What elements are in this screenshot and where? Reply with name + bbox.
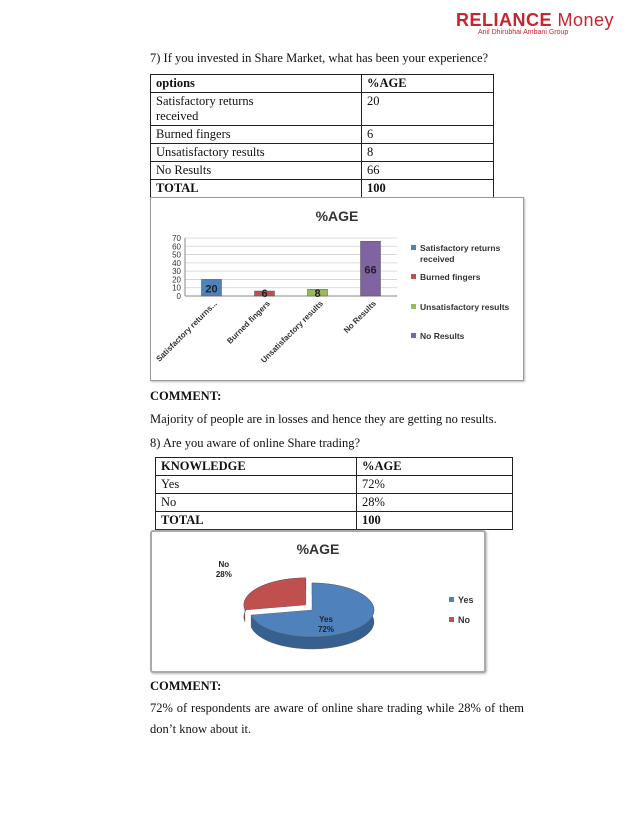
legend-label: Unsatisfactory results	[420, 302, 510, 312]
legend-swatch	[449, 617, 454, 622]
table-row	[151, 93, 494, 126]
legend-label: Yes	[458, 595, 474, 605]
table-total-row	[151, 180, 494, 198]
table-cell: 100	[357, 512, 513, 530]
x-tick-label: No Results	[341, 299, 378, 335]
knowledge-table	[155, 457, 513, 530]
table-row	[156, 476, 513, 494]
legend-swatch	[449, 597, 454, 602]
data-label: 66	[364, 264, 377, 277]
pie-chart-container	[150, 530, 486, 673]
logo-subtitle: Anil Dhirubhai Ambani Group	[478, 29, 569, 36]
table-cell: Satisfactory returns received	[151, 93, 362, 126]
table-header-row	[156, 458, 513, 476]
legend-swatch	[411, 274, 416, 279]
table-cell: Unsatisfactory results	[151, 144, 362, 162]
legend-swatch	[411, 245, 416, 250]
table-header-row	[151, 75, 494, 93]
table-row	[151, 162, 494, 180]
table-cell: 8	[362, 144, 494, 162]
legend-swatch	[411, 304, 416, 309]
legend-label: Burned fingers	[420, 272, 481, 282]
header-cell-knowledge: KNOWLEDGE	[156, 458, 357, 476]
question-7: 7) If you invested in Share Market, what has been your experience?	[150, 51, 489, 65]
x-tick-label: Unsatisfactory results	[259, 299, 325, 365]
table-cell: 6	[362, 126, 494, 144]
logo-brand-main: RELIANCE	[456, 10, 553, 30]
y-tick-label: 70	[172, 234, 181, 243]
table-cell: 72%	[357, 476, 513, 494]
y-tick-label: 0	[176, 292, 181, 301]
table-cell: 20	[362, 93, 494, 126]
table-cell: Burned fingers	[151, 126, 362, 144]
chart-title: %AGE	[315, 208, 359, 224]
table-cell: No	[156, 494, 357, 512]
header-cell-options: options	[151, 75, 362, 93]
comment-text-7: Majority of people are in losses and hence they are getting no results.	[150, 412, 497, 426]
pie-data-label: 72%	[317, 625, 335, 634]
legend-label: No Results	[420, 331, 465, 341]
table-cell: TOTAL	[156, 512, 357, 530]
y-tick-label: 20	[172, 275, 181, 285]
data-label: 20	[205, 283, 218, 296]
table-cell: TOTAL	[151, 180, 362, 198]
y-tick-label: 50	[172, 250, 181, 260]
legend-swatch	[411, 333, 416, 338]
data-label: 6	[261, 288, 268, 300]
data-label: 8	[314, 288, 321, 300]
logo-brand	[456, 10, 615, 31]
table-cell: 66	[362, 162, 494, 180]
x-tick-label: Satisfactory returns...	[154, 299, 219, 364]
pie-chart	[152, 532, 484, 671]
table-row	[156, 494, 513, 512]
x-tick-label: Burned fingers	[225, 299, 272, 346]
comment-heading-7: COMMENT:	[150, 389, 222, 403]
table-row	[151, 144, 494, 162]
pie-data-label: Yes	[319, 615, 333, 624]
logo-brand-money: Money	[557, 10, 615, 30]
header-cell-percent: %AGE	[362, 75, 494, 93]
legend-label: received	[420, 254, 455, 264]
y-tick-label: 30	[172, 267, 181, 277]
comment-heading-8: COMMENT:	[150, 679, 222, 693]
bar-chart-container	[150, 197, 524, 381]
pie-data-label: 28%	[215, 569, 232, 579]
table-total-row	[156, 512, 513, 530]
pie-data-label: No	[218, 559, 230, 569]
legend-label: No	[458, 615, 470, 625]
legend-label: Satisfactory returns	[420, 243, 501, 253]
bar-chart	[151, 198, 523, 380]
table-cell: 100	[362, 180, 494, 198]
reliance-money-logo	[456, 10, 615, 42]
y-tick-label: 60	[172, 242, 181, 252]
y-tick-label: 40	[172, 258, 181, 268]
chart-title: %AGE	[296, 541, 340, 557]
header-cell-percent: %AGE	[357, 458, 513, 476]
table-cell: Yes	[156, 476, 357, 494]
y-tick-label: 10	[172, 283, 181, 293]
comment-text-8: 72% of respondents are aware of online share trading while 28% of them don’t know about it.	[150, 701, 524, 736]
pie-slice	[244, 578, 306, 610]
table-row	[151, 126, 494, 144]
table-cell: 28%	[357, 494, 513, 512]
experience-table	[150, 74, 494, 198]
question-8: 8) Are you aware of online Share trading?	[150, 436, 360, 450]
table-cell: No Results	[151, 162, 362, 180]
